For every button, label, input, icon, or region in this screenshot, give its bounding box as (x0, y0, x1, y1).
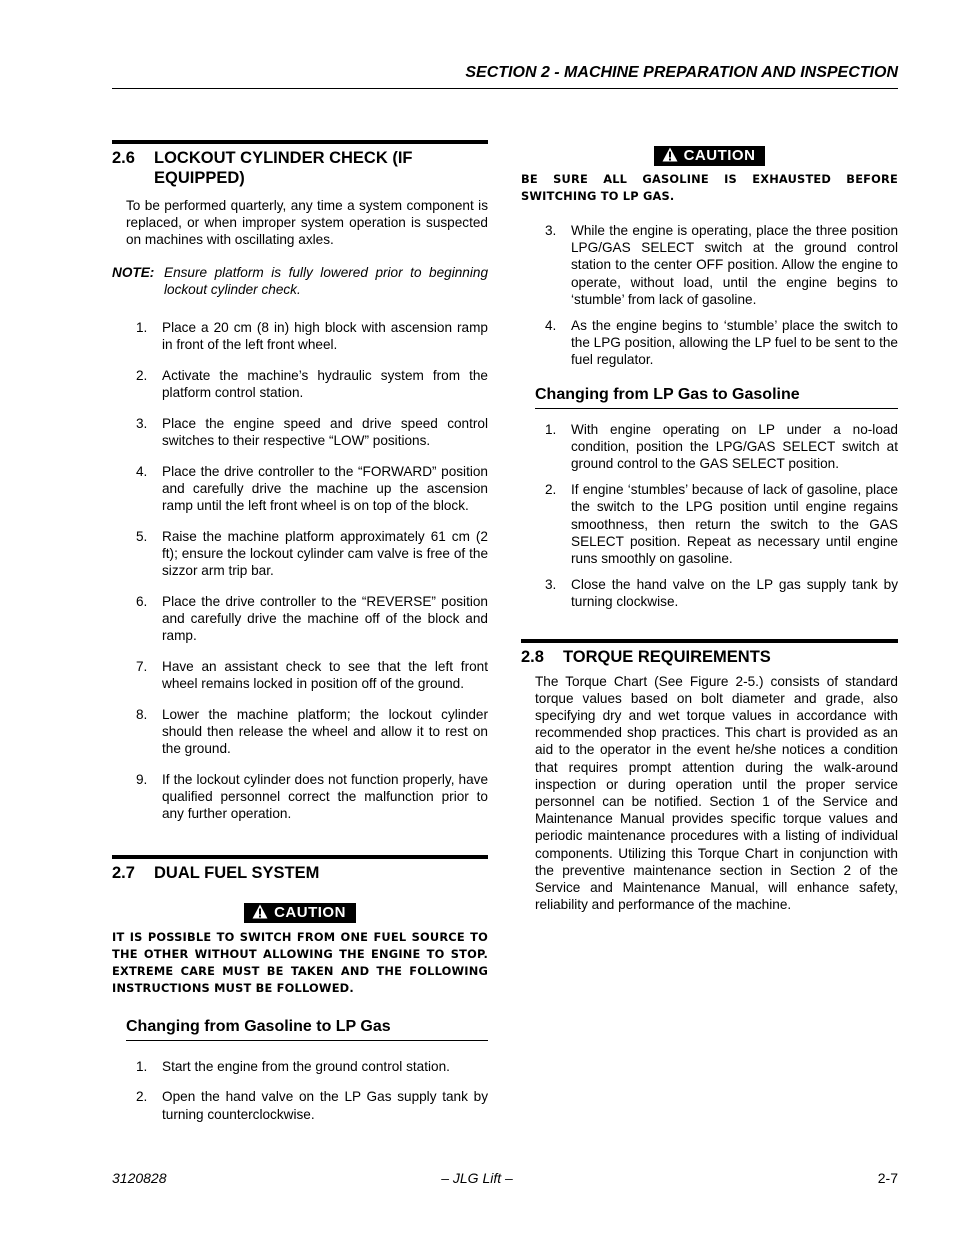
footer-page-number: 2-7 (877, 1170, 898, 1186)
section-rule (112, 855, 488, 859)
list-item-number: 4. (545, 318, 557, 334)
footer-doc-number: 3120828 (112, 1170, 167, 1186)
list-item (521, 421, 898, 473)
warning-triangle-icon (662, 147, 678, 162)
list-item (112, 658, 488, 692)
list-item-text: Start the engine from the ground control station. (162, 1058, 450, 1074)
list-item-number: 6. (136, 593, 148, 609)
footer-center: – JLG Lift – (441, 1170, 513, 1186)
list-item-text: Open the hand valve on the LP Gas supply tank by turning counterclockwise. (162, 1089, 488, 1122)
list-item-number: 3. (545, 223, 557, 238)
list-item-number: 1. (136, 320, 148, 336)
list-item-text: If the lockout cylinder does not function properly, have qualified personnel correct the malfunction prior to any further operation. (162, 772, 488, 822)
list-item-text: While the engine is operating, place the three position LPG/GAS SELECT switch at the ground control station to the center OFF position. Allow the engine to operate, without load, until the engine begins to ‘stumble’ from lack of gasoline. (571, 223, 898, 307)
list-item-number: 9. (136, 772, 148, 788)
list-item-text: Lower the machine platform; the lockout cylinder should then release the wheel and allow it to rest on the ground. (162, 706, 488, 757)
list-item-number: 4. (136, 463, 148, 479)
caution-box (112, 903, 488, 923)
list-item-text: Place a 20 cm (8 in) high block with ascension ramp in front of the left front wheel. (162, 320, 488, 353)
caution-box (521, 146, 898, 166)
list-item-text: If engine ‘stumbles’ because of lack of gasoline, place the switch to the LPG position until engine regains smoothness, then return the switch to the GAS SELECT position. Repeat as necessary until engine runs smoothly on gasoline. (571, 482, 898, 567)
caution-text: IT IS POSSIBLE TO SWITCH FROM ONE FUEL SOURCE TO THE OTHER WITHOUT ALLOWING THE ENGINE TO STOP. EXTREME CARE MUST BE TAKEN AND THE FOLLOWING INSTRUCTIONS MUST BE FOLLOWED. (112, 929, 488, 995)
note-label: NOTE: (112, 264, 155, 280)
list-item-number: 7. (136, 659, 148, 675)
list-item-number: 3. (545, 577, 557, 593)
section-title: LOCKOUT CYLINDER CHECK (IF EQUIPPED) (154, 149, 413, 187)
section-number: 2.6 (112, 149, 135, 167)
section-title: DUAL FUEL SYSTEM (154, 863, 320, 882)
section-2-8-body: The Torque Chart (See Figure 2-5.) consists of standard torque values based on bolt diameter and grade, also specifying dry and wet torque values in accordance with recommended shop practices. This chart is provided as an aid to the operator in the event he/she notices a condition that requires prompt attention during the walk-around inspection or during operation until the proper service personnel can be notified. Section 1 of the Service and Maintenance Manual provides specific torque values and periodic maintenance procedures with a listing of individual components. Utilizing this Torque Chart in conjunction with the preventive maintenance section in Section 2 of the Service and Maintenance Manual, will enhance safety, reliability and performance of the machine. (535, 673, 898, 913)
list-item (521, 481, 898, 567)
note (112, 264, 488, 298)
list-item-number: 2. (136, 1089, 148, 1105)
list-item-text: Place the drive controller to the “FORWARD” position and carefully drive the machine up the ascension ramp until the left front wheel is on top of the block. (162, 463, 488, 514)
list-item (112, 367, 488, 401)
list-item (521, 222, 898, 308)
list-item-text: As the engine begins to ‘stumble’ place the switch to the LPG position, allowing the LP fuel to be sent to the fuel regulator. (571, 318, 898, 368)
note-text: Ensure platform is fully lowered prior to beginning lockout cylinder check. (164, 264, 488, 297)
list-item (112, 706, 488, 758)
section-number: 2.8 (521, 647, 544, 666)
section-2-6-heading (112, 148, 488, 188)
list-item (112, 528, 488, 580)
list-item (112, 415, 488, 449)
list-item (112, 1088, 488, 1122)
list-item-text: Place the engine speed and drive speed control switches to their respective “LOW” positions. (162, 415, 488, 449)
caution-label-text: CAUTION (683, 147, 756, 164)
list-item (521, 317, 898, 369)
list-item-number: 5. (136, 528, 148, 544)
list-item (521, 576, 898, 610)
caution-label-text: CAUTION (274, 903, 346, 921)
list-item-text: With engine operating on LP under a no-load condition, position the LPG/GAS SELECT switch at ground control to the GAS SELECT position. (571, 421, 898, 472)
lockout-steps-list (112, 319, 488, 823)
list-item-text: Close the hand valve on the LP gas supply tank by turning clockwise. (571, 577, 898, 610)
caution-label (244, 903, 356, 923)
section-title: TORQUE REQUIREMENTS (563, 647, 771, 666)
list-item-number: 8. (136, 706, 148, 722)
gasoline-to-lp-steps-list (112, 1058, 488, 1123)
list-item (112, 1058, 488, 1075)
list-item (112, 463, 488, 515)
section-rule (521, 639, 898, 643)
page-header-title: SECTION 2 - MACHINE PREPARATION AND INSPECTION (465, 64, 898, 81)
subsection-gasoline-to-lp: Changing from Gasoline to LP Gas (126, 1017, 488, 1041)
list-item (112, 319, 488, 353)
caution-text: BE SURE ALL GASOLINE IS EXHAUSTED BEFORE SWITCHING TO LP GAS. (521, 172, 898, 203)
section-number: 2.7 (112, 863, 135, 882)
list-item-number: 1. (545, 421, 557, 437)
list-item-number: 1. (136, 1058, 148, 1074)
caution-label (654, 146, 766, 166)
list-item-number: 2. (545, 482, 557, 498)
list-item-text: Place the drive controller to the “REVERSE” position and carefully drive the machine off of the block and ramp. (162, 593, 488, 644)
list-item-text: Raise the machine platform approximately 61 cm (2 ft); ensure the lockout cylinder cam valve is free of the sizzor arm trip bar. (162, 528, 488, 579)
gasoline-to-lp-steps-list-continued (521, 222, 898, 369)
list-item-text: Have an assistant check to see that the left front wheel remains locked in position off of the ground. (162, 659, 488, 692)
subsection-lp-to-gasoline: Changing from LP Gas to Gasoline (535, 385, 898, 409)
section-2-8-heading (521, 647, 898, 667)
warning-triangle-icon (252, 904, 268, 919)
list-item (112, 771, 488, 823)
list-item-text: Activate the machine’s hydraulic system from the platform control station. (162, 367, 488, 401)
list-item (112, 593, 488, 645)
list-item-number: 3. (136, 415, 148, 431)
header-rule (112, 88, 898, 89)
left-column (112, 140, 488, 1123)
section-2-7-heading (112, 863, 488, 883)
section-rule (112, 140, 488, 144)
lp-to-gasoline-steps-list (521, 421, 898, 611)
right-column (521, 140, 898, 914)
section-2-6-intro: To be performed quarterly, any time a system component is replaced, or when improper system operation is suspected on machines with oscillating axles. (126, 198, 488, 248)
list-item-number: 2. (136, 367, 148, 383)
